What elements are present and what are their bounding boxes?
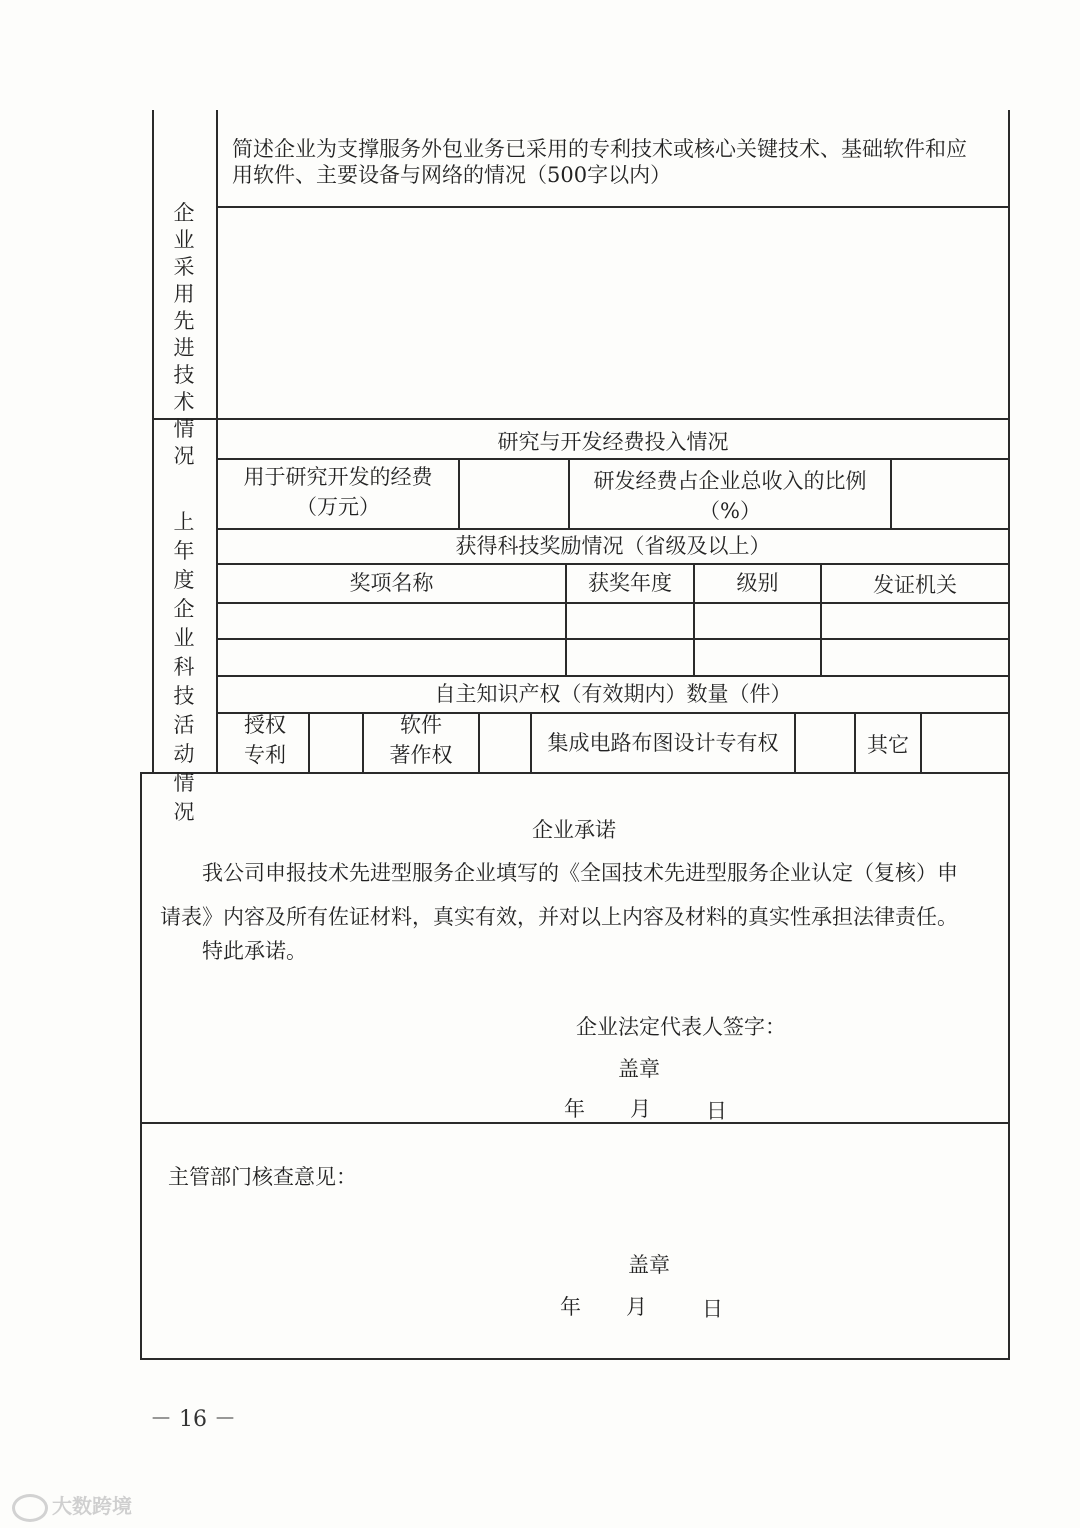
pledge-body-line3: 特此承诺。 (202, 939, 307, 963)
rd-ratio-label-line2: （%） (699, 499, 761, 523)
tech-prompt-line1: 简述企业为支撑服务外包业务已采用的专利技术或核心关键技术、基础软件和应 (232, 137, 967, 161)
ip-ic-layout-label: 集成电路布图设计专有权 (547, 731, 779, 755)
pledge-signature-label: 企业法定代表人签字： (576, 1015, 786, 1039)
ip-software-field[interactable] (480, 714, 528, 770)
pledge-body-line2: 请表》内容及所有佐证材料，真实有效，并对以上内容及材料的真实性承担法律责任。 (160, 905, 958, 929)
ip-patent-line1: 授权 (244, 713, 286, 737)
application-form-table (140, 110, 1010, 1360)
rd-header: 研究与开发经费投入情况 (497, 430, 729, 454)
pledge-date-day: 日 (706, 1099, 727, 1123)
ip-other-label: 其它 (867, 733, 909, 757)
review-date-month: 月 (626, 1295, 647, 1319)
ip-software-line1: 软件 (400, 713, 442, 737)
rd-funds-label (218, 462, 458, 522)
review-date-day: 日 (702, 1297, 723, 1321)
review-date-year: 年 (560, 1295, 581, 1319)
awards-col-issuer: 发证机关 (873, 573, 957, 597)
review-title: 主管部门核查意见： (168, 1165, 357, 1189)
watermark-text: 大数跨境 (52, 1494, 132, 1518)
awards-col-year: 获奖年度 (588, 571, 672, 595)
pledge-date-month: 月 (630, 1097, 651, 1121)
ip-patent-line2: 专利 (244, 743, 286, 767)
pledge-title: 企业承诺 (532, 818, 616, 842)
rd-ratio-label (570, 466, 890, 526)
tech-description-field[interactable] (220, 209, 1006, 416)
page-number: － 16 － (150, 1407, 236, 1432)
ip-patent-field[interactable] (310, 714, 360, 770)
pledge-seal-label: 盖章 (618, 1057, 660, 1081)
ip-patent-label (230, 710, 300, 770)
rd-funds-label-line2: （万元） (296, 495, 380, 519)
pledge-body-line1: 我公司申报技术先进型服务企业填写的《全国技术先进型服务企业认定（复核）申 (202, 861, 958, 885)
rd-funds-field[interactable] (460, 460, 566, 526)
review-opinion-field[interactable] (160, 1200, 990, 1260)
activity-section-label: 上年度企业科技活动情况 (173, 510, 197, 824)
watermark (12, 1490, 132, 1522)
pledge-date-year: 年 (564, 1097, 585, 1121)
awards-col-name: 奖项名称 (349, 571, 434, 595)
rd-funds-label-line1: 用于研究开发的经费 (243, 465, 433, 489)
rd-ratio-label-line1: 研发经费占企业总收入的比例 (593, 469, 867, 493)
tech-section-label: 企业采用先进技术情况 (173, 201, 197, 468)
rd-ratio-field[interactable] (892, 460, 1006, 526)
ip-other-field[interactable] (922, 714, 1006, 770)
awards-header: 获得科技奖励情况（省级及以上） (455, 534, 771, 558)
watermark-logo-icon (12, 1494, 48, 1522)
ip-software-line2: 著作权 (389, 743, 453, 767)
ip-ic-layout-field[interactable] (796, 714, 852, 770)
ip-header: 自主知识产权（有效期内）数量（件） (434, 682, 792, 706)
review-seal-label: 盖章 (628, 1253, 670, 1277)
tech-prompt-line2: 用软件、主要设备与网络的情况（500字以内） (232, 163, 672, 187)
awards-col-level: 级别 (736, 571, 779, 595)
ip-software-label (364, 710, 478, 770)
